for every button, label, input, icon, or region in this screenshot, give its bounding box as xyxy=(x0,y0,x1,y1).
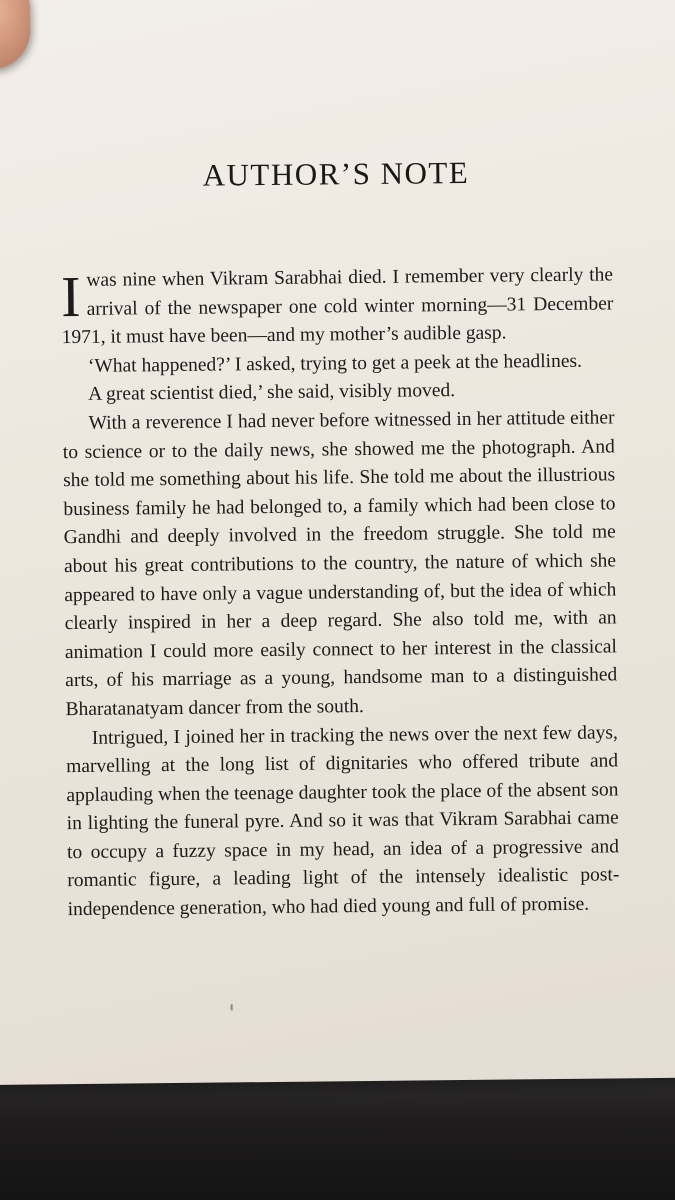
paragraph-1 xyxy=(61,261,614,353)
drop-cap: I xyxy=(60,263,81,330)
paragraph-3: A great scientist died,’ she said, visibly moved. xyxy=(88,380,456,406)
page-mark xyxy=(231,1004,233,1010)
paragraph-5: Intrigued, I joined her in tracking the news over the next few days, marvelling at the long list of dignitaries who offered tribute and applauding when the teenage daughter took the place of the absent son in lighting the funeral pyre. And so it was that Vikram Sarabhai came to occupy a fuzzy space in my head, an idea of a progressive and romantic figure, a leading light of the intensely idealistic post-independence generation, who had died young and full of promise. xyxy=(66,721,620,921)
paragraph-2: ‘What happened?’ I asked, trying to get a peek at the headlines. xyxy=(87,350,583,377)
paragraph-4: With a reverence I had never before witnessed in her attitude either to science or to the daily news, she showed me the photograph. And she told me something about his life. She told me about the illustrious business family he had belonged to, a family which had been close to Gandhi and deeply involved in the freedom struggle. She told me about his great contributions to the country, the nature of which she appeared to have only a vague understanding of, but the idea of which clearly inspired in her a deep regard. She also told me, with an animation I could more easily connect to her interest in the classical arts, of his marriage as a young, handsome man to a distinguished Bharatanatyam dancer from the south. xyxy=(62,407,618,721)
thumb xyxy=(0,0,31,70)
page-title: AUTHOR’S NOTE xyxy=(202,154,470,193)
paragraph-1-text: was nine when Vikram Sarabhai died. I remember very clearly the arrival of the newspaper one cold winter morning—31 December 1971, it must have been—and my mother’s audible gasp. xyxy=(61,264,614,349)
page-content xyxy=(60,153,620,924)
